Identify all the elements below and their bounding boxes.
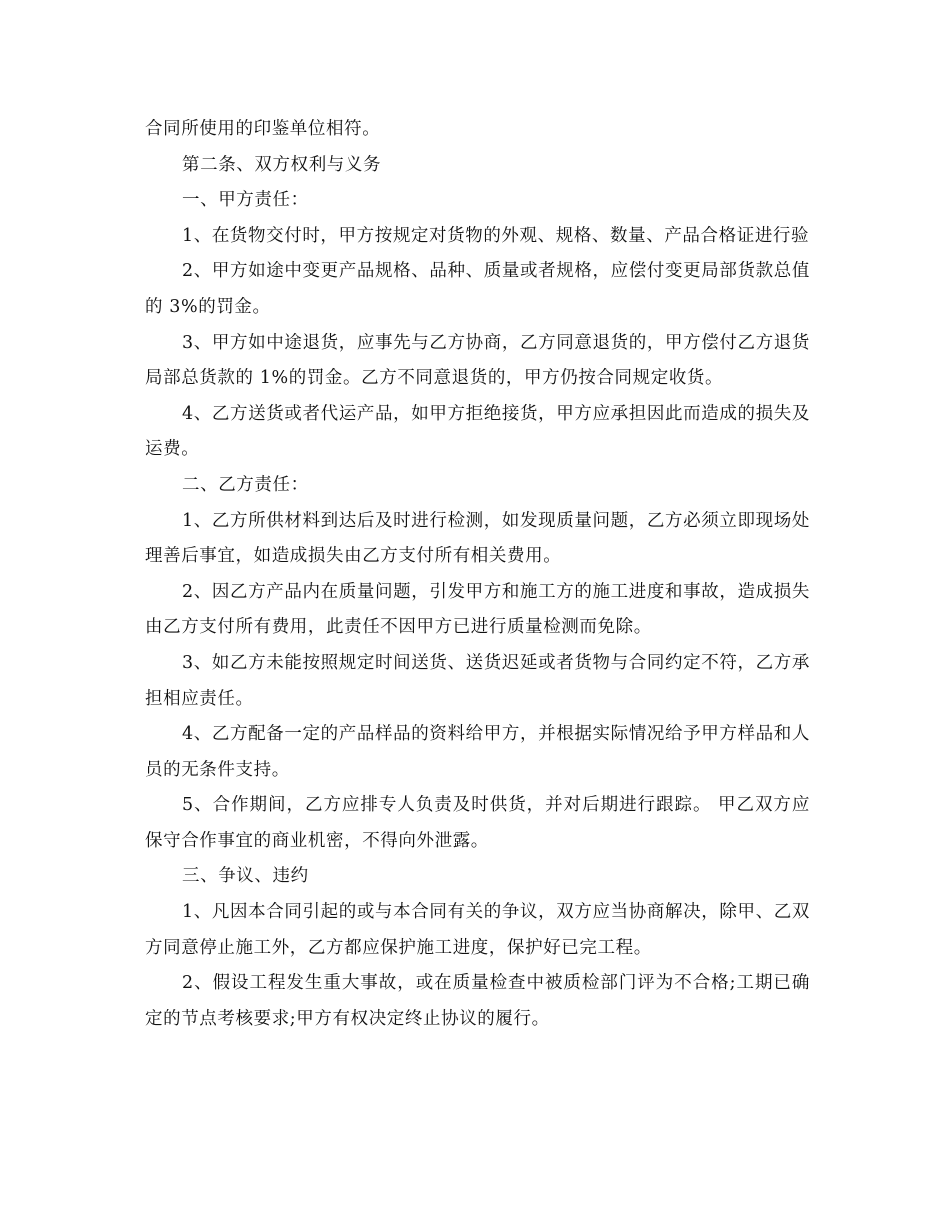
subheading-disputes: 三、争议、违约 xyxy=(182,866,309,887)
party-b-clause-2: 2、因乙方产品内在质量问题，引发甲方和施工方的施工进度和事故，造成损失由乙方支付所有费用，此责任不因甲方已进行质量检测而免除。 xyxy=(145,581,810,638)
party-b-clause-3: 3、如乙方未能按照规定时间送货、送货迟延或者货物与合同约定不符，乙方承担相应责任。 xyxy=(145,652,810,709)
party-b-clause-4: 4、乙方配备一定的产品样品的资料给甲方，并根据实际情况给予甲方样品和人员的无条件支持。 xyxy=(145,724,810,780)
document-body xyxy=(145,112,810,1037)
party-b-clause-5: 5、合作期间，乙方应排专人负责及时供货，并对后期进行跟踪。 甲乙双方应保守合作事宜的商业机密，不得向外泄露。 xyxy=(145,795,810,851)
party-b-clause-1: 1、乙方所供材料到达后及时进行检测，如发现质量问题，乙方必须立即现场处理善后事宜，如造成损失由乙方支付所有相关费用。 xyxy=(145,510,810,567)
party-a-clause-3: 3、甲方如中途退货，应事先与乙方协商，乙方同意退货的，甲方偿付乙方退货局部总货款的 1%的罚金。乙方不同意退货的，甲方仍按合同规定收货。 xyxy=(145,332,810,389)
paragraph-1: 合同所使用的印鉴单位相符。 xyxy=(145,119,381,139)
dispute-clause-2: 2、假设工程发生重大事故，或在质量检查中被质检部门评为不合格;工期已确定的节点考核要求;甲方有权决定终止协议的履行。 xyxy=(145,973,810,1029)
dispute-clause-1: 1、凡因本合同引起的或与本合同有关的争议，双方应当协商解决，除甲、乙双方同意停止施工外，乙方都应保护施工进度，保护好已完工程。 xyxy=(145,902,810,958)
party-a-clause-1: 1、在货物交付时，甲方按规定对货物的外观、规格、数量、产品合格证进行验 xyxy=(182,225,810,246)
party-a-clause-2: 2、甲方如途中变更产品规格、品种、质量或者规格，应偿付变更局部货款总值的 3%的罚金。 xyxy=(145,261,810,317)
subheading-party-b-duties: 二、乙方责任： xyxy=(182,474,309,495)
party-a-clause-4: 4、乙方送货或者代运产品，如甲方拒绝接货，甲方应承担因此而造成的损失及运费。 xyxy=(145,403,810,460)
subheading-party-a-duties: 一、甲方责任： xyxy=(182,190,309,211)
section-heading-article-2: 第二条、双方权利与义务 xyxy=(182,154,382,175)
